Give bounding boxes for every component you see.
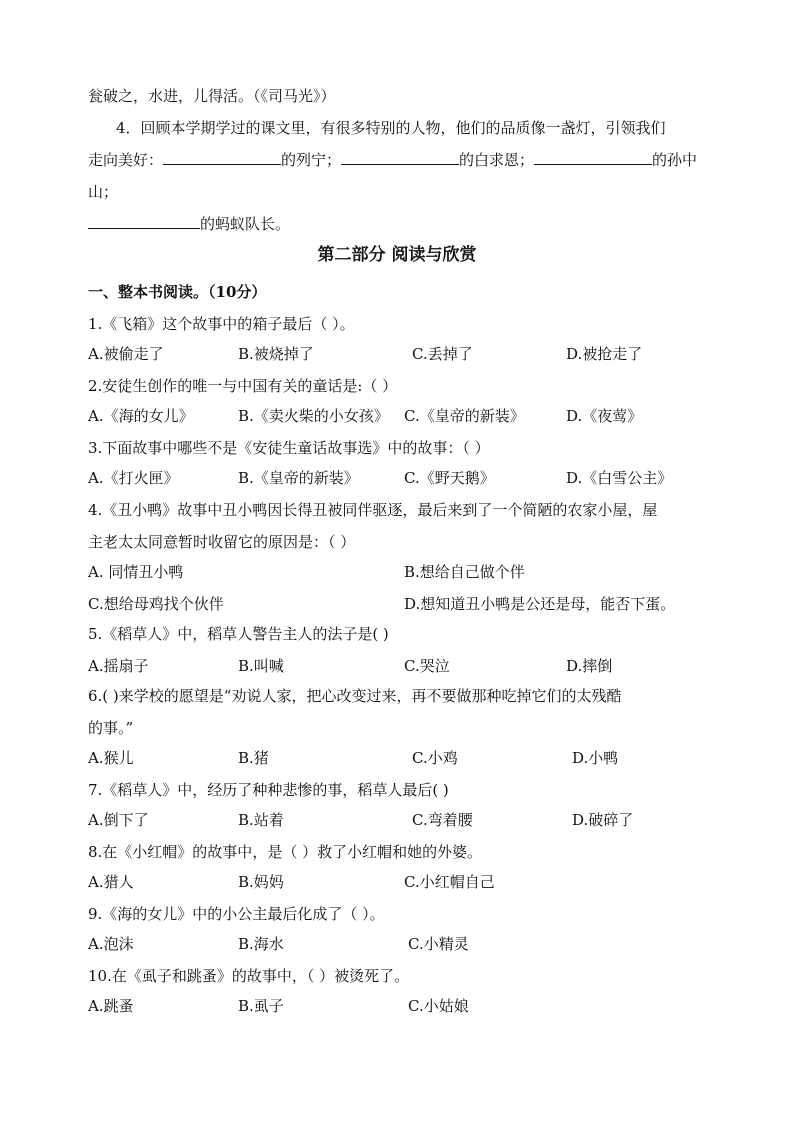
- question-6-line-2: 的事。”: [88, 719, 134, 737]
- q6-option-b[interactable]: B.猪: [238, 749, 269, 767]
- question-4b-line-2: 主老太太同意暂时收留它的原因是：（ ）: [88, 533, 356, 551]
- q1-option-c[interactable]: C.丢掉了: [412, 345, 473, 363]
- q1-option-a[interactable]: A.被偷走了: [88, 345, 164, 363]
- q3-option-d[interactable]: D.《白雪公主》: [566, 469, 673, 487]
- q5-option-d[interactable]: D.摔倒: [566, 657, 613, 675]
- q10-option-b[interactable]: B.虱子: [238, 997, 284, 1015]
- q7-option-b[interactable]: B.站着: [238, 811, 284, 829]
- text-line-sima-guang: 瓮破之，水进，儿得活。（《司马光》）: [88, 87, 336, 105]
- q8-option-a[interactable]: A.猎人: [88, 873, 134, 891]
- q8-option-b[interactable]: B.妈妈: [238, 873, 284, 891]
- q3-option-a[interactable]: A.《打火匣》: [88, 469, 179, 487]
- section-title: 第二部分 阅读与欣赏: [317, 245, 477, 265]
- q10-option-c[interactable]: C.小姑娘: [408, 997, 469, 1015]
- question-4b-line-1: 4.《丑小鸭》故事中丑小鸭因长得丑被同伴驱逐，最后来到了一个简陋的农家小屋，屋: [88, 501, 658, 519]
- q6-option-a[interactable]: A.猴儿: [88, 749, 134, 767]
- question-4-line-4: [88, 214, 290, 234]
- q7-option-d[interactable]: D.破碎了: [572, 811, 634, 829]
- section-subtitle: 一、整本书阅读。（10分）: [88, 283, 267, 301]
- q2-option-a[interactable]: A.《海的女儿》: [88, 407, 194, 425]
- q7-option-a[interactable]: A.倒下了: [88, 811, 149, 829]
- question-3: 3.下面故事中哪些不是《安徒生童话故事选》中的故事：（ ）: [88, 439, 490, 457]
- q3-option-b[interactable]: B.《皇帝的新装》: [238, 469, 359, 487]
- question-5: 5.《稻草人》中，稻草人警告主人的法子是( ): [88, 625, 389, 643]
- q6-option-d[interactable]: D.小鸭: [572, 749, 619, 767]
- q6-option-c[interactable]: C.小鸡: [412, 749, 458, 767]
- answer-blank-1[interactable]: [163, 150, 281, 165]
- q10-option-a[interactable]: A.跳蚤: [88, 997, 134, 1015]
- q4-option-d[interactable]: D.想知道丑小鸭是公还是母，能否下蛋。: [404, 595, 676, 613]
- question-4-line-1: 4．回顾本学期学过的课文里，有很多特别的人物，他们的品质像一盏灯，引领我们: [116, 119, 666, 137]
- q5-option-b[interactable]: B.叫喊: [238, 657, 284, 675]
- q8-option-c[interactable]: C.小红帽自己: [404, 873, 495, 891]
- q9-option-b[interactable]: B.海水: [238, 935, 284, 953]
- question-9: 9.《海的女儿》中的小公主最后化成了（ ）。: [88, 905, 385, 923]
- q4-option-b[interactable]: B.想给自己做个伴: [404, 563, 525, 581]
- q1-option-d[interactable]: D.被抢走了: [566, 345, 643, 363]
- question-4-text-d: 的孙中: [652, 151, 698, 169]
- answer-blank-2[interactable]: [341, 150, 459, 165]
- question-4-text-a: 走向美好：: [88, 151, 164, 169]
- question-6-line-1: 6.( )来学校的愿望是“劝说人家，把心改变过来，再不要做那种吃掉它们的太残酷: [88, 687, 622, 705]
- q2-option-c[interactable]: C.《皇帝的新装》: [404, 407, 525, 425]
- answer-blank-3[interactable]: [534, 150, 652, 165]
- q3-option-c[interactable]: C.《野天鹅》: [404, 469, 495, 487]
- question-1: 1.《飞箱》这个故事中的箱子最后（ ）。: [88, 315, 355, 333]
- q4-option-c[interactable]: C.想给母鸡找个伙伴: [88, 595, 224, 613]
- question-4-text-b: 的列宁；: [281, 151, 342, 169]
- question-2: 2.安徒生创作的唯一与中国有关的童话是:（ ）: [88, 377, 398, 395]
- question-10: 10.在《虱子和跳蚤》的故事中，（ ）被烫死了。: [88, 967, 410, 985]
- q2-option-b[interactable]: B.《卖火柴的小女孩》: [238, 407, 389, 425]
- q2-option-d[interactable]: D.《夜莺》: [566, 407, 643, 425]
- answer-blank-4[interactable]: [88, 214, 200, 229]
- question-8: 8.在《小红帽》的故事中，是（ ）救了小红帽和她的外婆。: [88, 843, 483, 861]
- q9-option-c[interactable]: C.小精灵: [408, 935, 469, 953]
- q9-option-a[interactable]: A.泡沫: [88, 935, 134, 953]
- q5-option-a[interactable]: A.摇扇子: [88, 657, 149, 675]
- question-7: 7.《稻草人》中，经历了种种悲惨的事，稻草人最后( ): [88, 781, 449, 799]
- q1-option-b[interactable]: B.被烧掉了: [238, 345, 314, 363]
- question-4-line-2: [88, 150, 697, 170]
- question-4-text-c: 的白求恩；: [459, 151, 535, 169]
- q4-option-a[interactable]: A. 同情丑小鸭: [88, 563, 184, 581]
- question-4-line-3: 山；: [88, 183, 119, 201]
- q5-option-c[interactable]: C.哭泣: [404, 657, 450, 675]
- q7-option-c[interactable]: C.弯着腰: [412, 811, 473, 829]
- question-4-text-e: 的蚂蚁队长。: [200, 215, 291, 233]
